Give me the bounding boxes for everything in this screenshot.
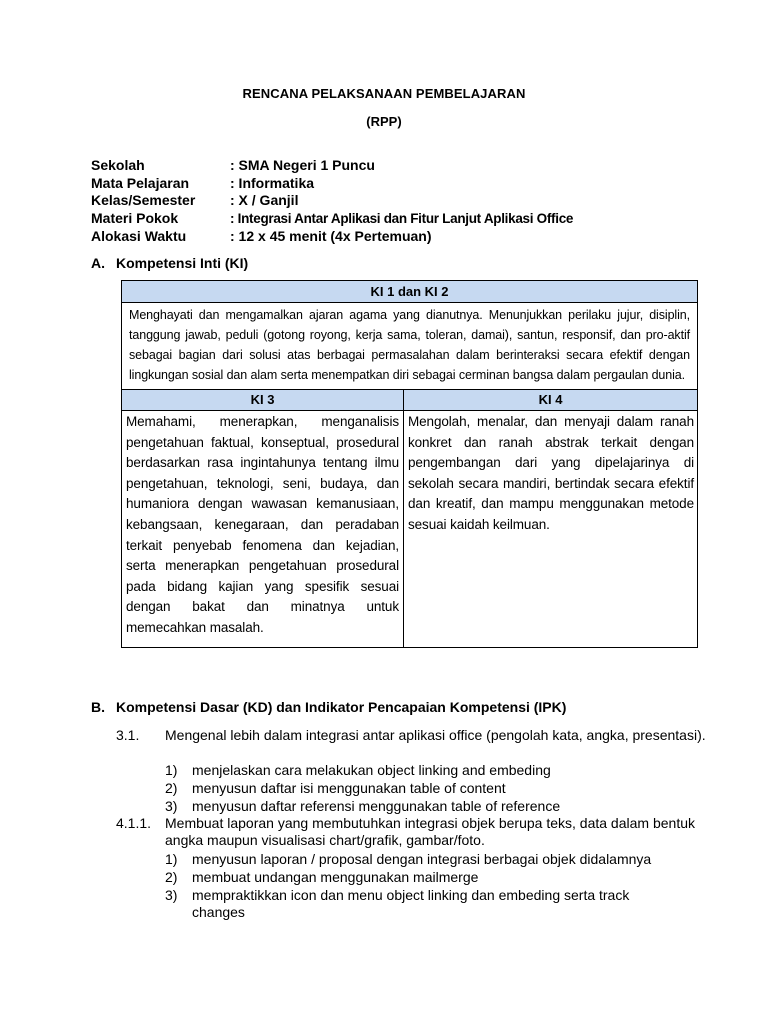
kd-number: 3.1. xyxy=(116,727,140,743)
identity-value: : Integrasi Antar Aplikasi dan Fitur Lanjut Aplikasi Office xyxy=(230,211,574,226)
identity-row-subject xyxy=(91,175,314,192)
ipk-number: 3) xyxy=(165,798,178,814)
identity-label: Sekolah xyxy=(91,157,145,173)
ki12-body-cell xyxy=(122,303,698,390)
ipk-text: membuat undangan menggunakan mailmerge xyxy=(192,869,479,885)
identity-row-class xyxy=(91,192,298,209)
kd-number: 4.1.1. xyxy=(116,815,152,831)
ipk-number: 1) xyxy=(165,851,178,867)
ki4-body-cell xyxy=(404,411,698,648)
ipk-text: menyusun daftar isi menggunakan table of content xyxy=(192,780,506,796)
kd-text: Mengenal lebih dalam integrasi antar aplikasi office (pengolah kata, angka, presentasi). xyxy=(165,727,706,743)
ki4-text: Mengolah, menalar, dan menyaji dalam ranah konkret dan ranah abstrak terkait dengan pengembangan dari yang dipelajarinya di sekolah secara mandiri, bertindak secara efektif dan kreatif, dan mampu menggunakan metode sesuai kaidah keilmuan. xyxy=(408,414,694,532)
ipk-text: menyusun daftar referensi menggunakan table of reference xyxy=(192,798,561,814)
identity-label: Alokasi Waktu xyxy=(91,228,187,244)
section-letter: A. xyxy=(91,255,105,271)
section-b-heading xyxy=(91,699,566,715)
ipk-text: menjelaskan cara melakukan object linking and embeding xyxy=(192,762,551,778)
document-title: RENCANA PELAKSANAAN PEMBELAJARAN xyxy=(242,86,526,101)
ipk-number: 2) xyxy=(165,869,178,885)
section-title: Kompetensi Inti (KI) xyxy=(116,255,249,271)
kd-text: Membuat laporan yang membutuhkan integrasi objek berupa teks, data dalam bentuk angka maupun visualisasi chart/grafik, gambar/foto. xyxy=(165,815,695,848)
ipk-number: 3) xyxy=(165,887,178,903)
identity-row-time xyxy=(91,228,432,245)
ki3-text: Memahami, menerapkan, menganalisis pengetahuan faktual, konseptual, prosedural berdasarkan rasa ingintahunya tentang ilmu pengetahuan, teknologi, seni, budaya, dan humaniora dengan wawasan kemanusiaan, kebangsaan, kenegaraan, dan peradaban terkait penyebab fenomena dan kejadian, serta menerapkan pengetahuan prosedural pada bidang kajian yang spesifik sesuai dengan bakat dan minatnya untuk memecahkan masalah. xyxy=(126,414,399,635)
identity-value: : X / Ganjil xyxy=(230,192,299,208)
identity-value: : 12 x 45 menit (4x Pertemuan) xyxy=(230,228,432,244)
identity-label: Materi Pokok xyxy=(91,210,179,226)
ki12-text: Menghayati dan mengamalkan ajaran agama yang dianutnya. Menunjukkan perilaku jujur, disiplin, tanggung jawab, peduli (gotong royong, kerja sama, toleran, damai), santun, responsif, dan pro-aktif sebagai bagian dari solusi atas berbagai permasalahan dalam berinteraksi secara efektif dengan lingkungan sosial dan alam serta menempatkan diri sebagai cerminan bangsa dalam pergaulan dunia. xyxy=(129,308,690,382)
ipk-text: menyusun laporan / proposal dengan integrasi berbagai objek didalamnya xyxy=(192,851,652,867)
ki12-header: KI 1 dan KI 2 xyxy=(122,281,697,302)
identity-label: Kelas/Semester xyxy=(91,192,196,208)
ki4-header-cell xyxy=(404,390,698,411)
ipk-number: 2) xyxy=(165,780,178,796)
section-letter: B. xyxy=(91,699,105,715)
ki3-header: KI 3 xyxy=(122,390,403,410)
ki3-body-cell xyxy=(122,411,404,648)
ki-table xyxy=(121,280,698,648)
identity-row-school xyxy=(91,157,375,174)
identity-value: : Informatika xyxy=(230,175,315,191)
ki3-header-cell xyxy=(122,390,404,411)
ipk-text: mempraktikkan icon dan menu object linking dan embeding serta track changes xyxy=(192,887,630,920)
section-title: Kompetensi Dasar (KD) dan Indikator Pencapaian Kompetensi (IPK) xyxy=(116,699,567,715)
ipk-number: 1) xyxy=(165,762,178,778)
identity-value: : SMA Negeri 1 Puncu xyxy=(230,157,375,173)
section-a-heading xyxy=(91,255,248,271)
identity-row-topic xyxy=(91,210,573,227)
identity-label: Mata Pelajaran xyxy=(91,175,190,191)
ki12-header-cell xyxy=(122,281,698,303)
document-subtitle: (RPP) xyxy=(366,114,402,129)
ki4-header: KI 4 xyxy=(404,390,697,410)
